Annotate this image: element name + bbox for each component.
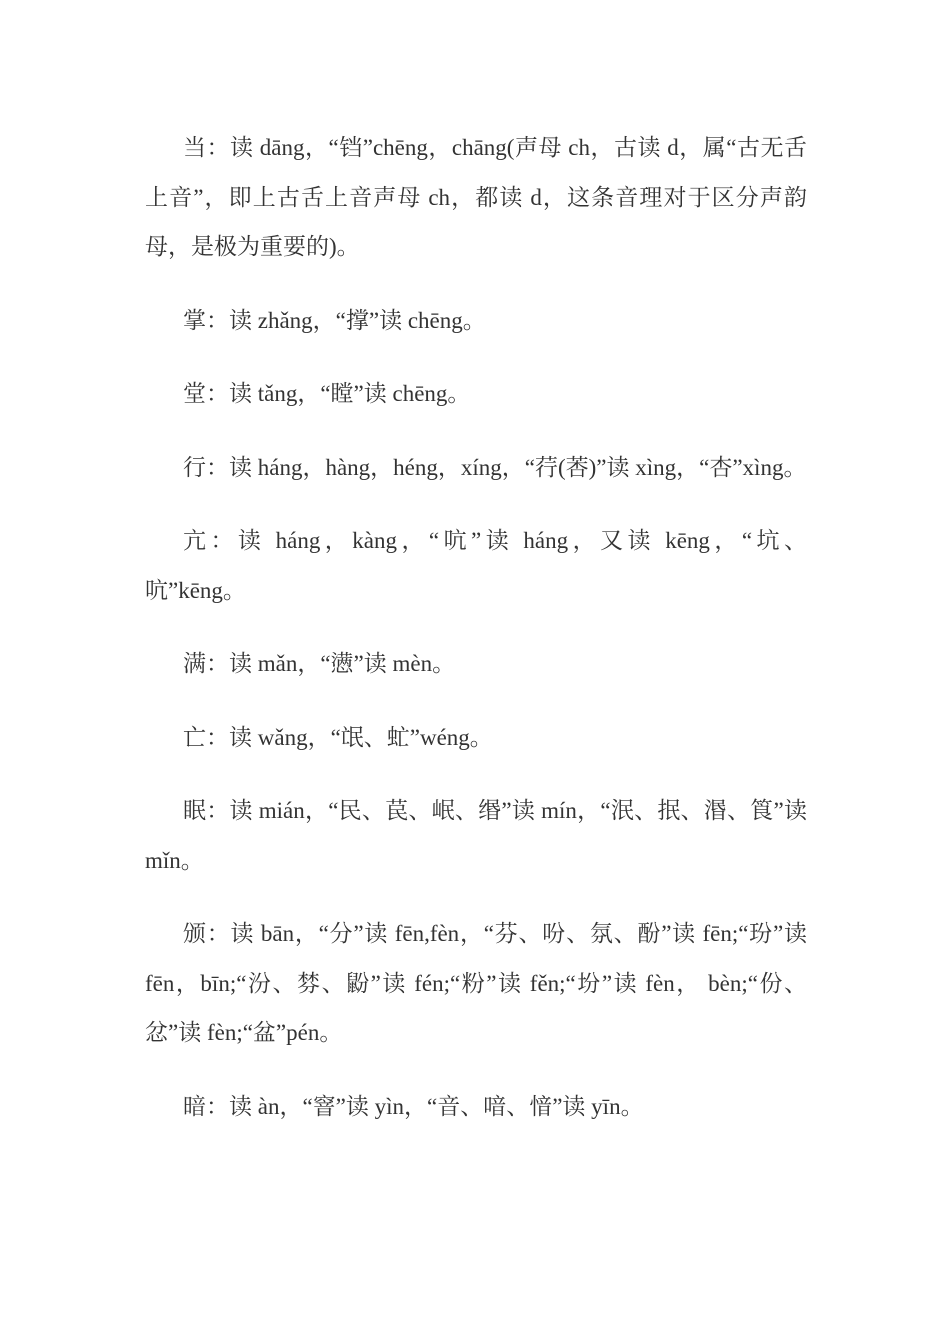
document-body bbox=[145, 123, 807, 1155]
paragraph-tang: 堂：读 tǎng，“瞠”读 chēng。 bbox=[183, 381, 471, 406]
paragraph-xing: 行：读 háng，hàng，héng，xíng，“荇(莕)”读 xìng，“杏”xìng。 bbox=[183, 454, 807, 480]
paragraph-dang: 当：读 dāng，“铛”chēng，chāng(声母 ch，古读 d，属“古无舌上音”，即上古舌上音声母 ch，都读 d，这条音理对于区分声韵母，是极为重要的)。 bbox=[145, 135, 807, 259]
paragraph-kang: 亢：读 háng，kàng，“吭”读 háng，又读 kēng，“坑、吭”kēng。 bbox=[145, 528, 807, 603]
paragraph-zhang: 掌：读 zhǎng，“撑”读 chēng。 bbox=[183, 307, 486, 333]
paragraph-wang: 亡：读 wǎng，“氓、虻”wéng。 bbox=[183, 724, 493, 750]
paragraph-ban: 颁：读 bān，“分”读 fēn,fèn，“芬、吩、氛、酚”读 fēn;“玢”读 fēn，bīn;“汾、棼、鼢”读 fén;“粉”读 fěn;“坋”读 fèn， bèn;“份、忿”读 fèn;“盆”pén。 bbox=[145, 921, 807, 1045]
paragraph-an: 暗：读 àn，“窨”读 yìn，“音、喑、愔”读 yīn。 bbox=[183, 1093, 644, 1119]
paragraph-man: 满：读 mǎn，“懑”读 mèn。 bbox=[183, 651, 456, 676]
paragraph-mian: 眠：读 mián，“民、苠、岷、缗”读 mín，“泯、抿、湣、筤”读 mǐn。 bbox=[145, 798, 807, 873]
